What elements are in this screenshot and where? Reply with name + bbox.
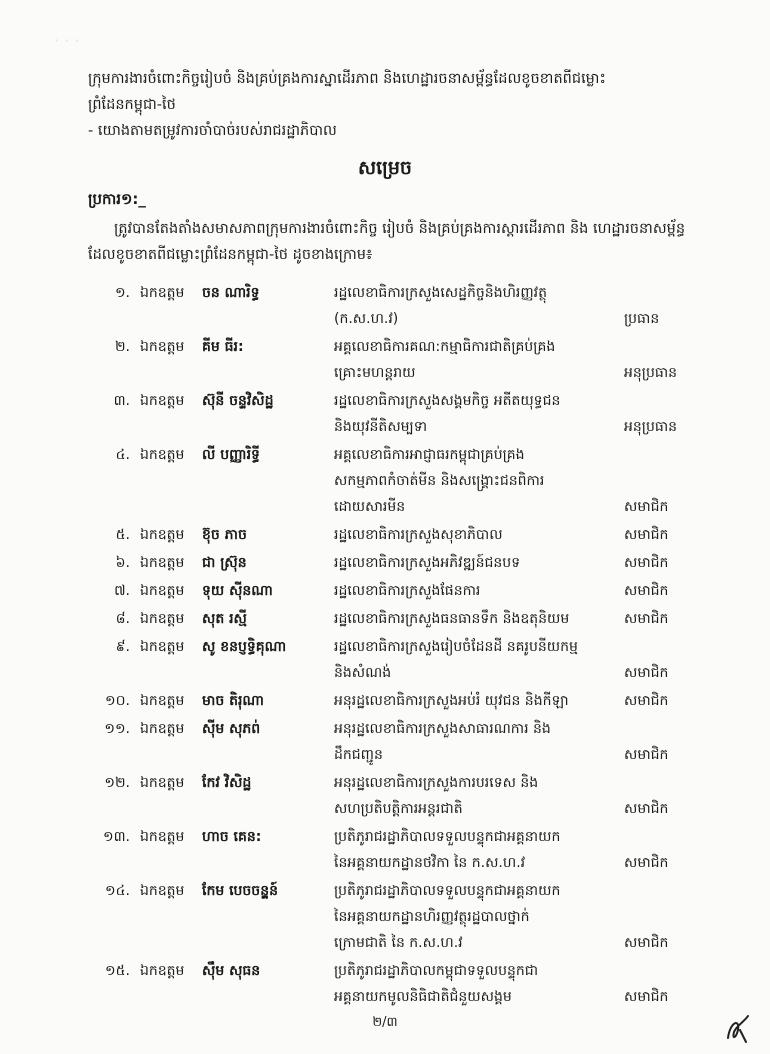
article-label: ប្រការ១:_ [88, 190, 146, 208]
member-row [0, 958, 770, 1010]
member-name: កែវ វិសិដ្ឋ [202, 775, 252, 791]
member-name: កែម បេចចន្ត្ទន៍ [202, 883, 278, 899]
member-title: ឯកឧត្តម [140, 639, 185, 655]
member-title: ឯកឧត្តម [140, 963, 185, 979]
member-name: ខ៊ុច ភាច [202, 527, 247, 543]
member-role: សមាជិក [624, 693, 669, 709]
member-title: ឯកឧត្តម [140, 527, 185, 543]
member-position [334, 824, 624, 876]
member-position-line: គ្រោះមហន្តរាយ [334, 365, 416, 381]
member-row [0, 522, 770, 548]
member-position-line: នៃអគ្គនាយកដ្ឋានថវិកា នៃ ក.ស.ហ.វ [334, 855, 526, 871]
member-role: សមាជិក [624, 747, 669, 763]
member-name: សូ ខនប្ញទ្ធិគុណា [202, 639, 287, 655]
svg-text:· · ·: · · · [54, 31, 80, 50]
intro-line-1: ក្រុមការងារចំពោះកិច្ចរៀបចំ និងគ្រប់គ្រងការស្នាដើរភាព និងហេដ្ឋារចនាសម្ព័ន្ធដែលខូចខាតពីជម្លោះ [88, 71, 606, 87]
member-row [0, 634, 770, 686]
member-name: ហាច គេន: [202, 829, 262, 845]
handwritten-initial [722, 1012, 754, 1046]
member-title: ឯកឧត្តម [140, 555, 185, 571]
member-row [0, 280, 770, 332]
member-position-line: រដ្ឋលេខាធិការក្រសួងធនធានទឹក និងឧតុនិយម [334, 611, 570, 627]
member-row [0, 606, 770, 632]
member-row [0, 578, 770, 604]
member-position [334, 634, 624, 686]
member-number: ៤. [115, 447, 130, 463]
member-position [334, 770, 624, 822]
member-position-line: អគ្គនាយកមូលនិធិជាតិជំនួយសង្គម [334, 989, 512, 1005]
member-number: ២. [114, 339, 130, 355]
member-title: ឯកឧត្តម [140, 883, 185, 899]
intro-line-2: ព្រំដែនកម្ពុជា-ថៃ [88, 97, 176, 113]
member-row [0, 878, 770, 956]
member-row [0, 770, 770, 822]
member-title: ឯកឧត្តម [140, 775, 185, 791]
member-row [0, 824, 770, 876]
member-number: ៩. [115, 639, 130, 655]
member-title: ឯកឧត្តម [140, 447, 185, 463]
member-position-line: (ក.ស.ហ.វ) [334, 311, 399, 327]
member-row [0, 688, 770, 714]
member-role: សមាជិក [624, 527, 669, 543]
member-position-line: រដ្ឋលេខាធិការក្រសួងសង្គមកិច្ច អតីតយុទ្ធជន [334, 393, 561, 409]
member-role: សមាជិក [624, 555, 669, 571]
member-title: ឯកឧត្តម [140, 721, 185, 737]
member-number: ១១. [104, 721, 130, 737]
member-position-line: រដ្ឋលេខាធិការក្រសួងសុខាភិបាល [334, 527, 503, 543]
member-name: លី បញ្ញារិទ្ធី [202, 447, 260, 463]
member-number: ១៣. [102, 829, 130, 845]
member-title: ឯកឧត្តម [140, 583, 185, 599]
member-position-line: អនុរដ្ឋលេខាធិការក្រសួងការបរទេស និង [334, 775, 539, 791]
member-name: ស៊ឹម សុធន [202, 963, 261, 979]
member-position [334, 578, 624, 604]
intro-block [88, 66, 688, 144]
decision-heading: សម្រេច [358, 157, 412, 179]
member-number: ១៤. [105, 883, 130, 899]
member-position [334, 442, 624, 520]
member-row [0, 716, 770, 768]
member-position-line: រដ្ឋលេខាធិការក្រសួងអភិវឌ្ឍន៍ជនបទ [334, 555, 521, 571]
member-title: ឯកឧត្តម [140, 393, 185, 409]
page-number: ២/៣ [372, 1015, 398, 1030]
member-row [0, 388, 770, 440]
member-role: ប្រធាន [624, 311, 660, 327]
member-row [0, 334, 770, 386]
member-position [334, 388, 624, 440]
member-position-line: នៃអគ្គនាយកដ្ឋានហិរញ្ញវត្ថុរដ្ឋបាលថ្នាក់ [334, 909, 530, 925]
member-number: ៨. [115, 611, 130, 627]
member-name: ចន ណារិទ្ធ [202, 285, 260, 301]
member-number: ៣. [113, 393, 130, 409]
member-role: សមាជិក [624, 665, 669, 681]
member-position-line: អនុរដ្ឋលេខាធិការក្រសួងសាធារណការ និង [334, 721, 551, 737]
member-title: ឯកឧត្តម [140, 829, 185, 845]
member-position-line: ក្រោមជាតិ នៃ ក.ស.ហ.វ [334, 935, 463, 951]
member-row [0, 550, 770, 576]
member-position [334, 334, 624, 386]
member-position-line: ប្រតិភូរាជរដ្ឋាភិបាលទទួលបន្ទុកជាអគ្គនាយក [334, 829, 561, 845]
member-number: ១. [114, 285, 130, 301]
member-position [334, 878, 624, 956]
member-name: មាច តិរុណា [202, 693, 264, 709]
intro-line-3: - យោងតាមតម្រូវការចាំបាច់របស់រាជរដ្ឋាភិបាល [88, 123, 337, 139]
member-position-line: រដ្ឋលេខាធិការក្រសួងរៀបចំដែនដី នគរូបនីយកម្ម [334, 639, 578, 655]
member-name: សុត រស្មី [202, 611, 247, 627]
member-position-line: និងសំណង់ [334, 665, 392, 681]
member-number: ៥. [115, 527, 130, 543]
member-position-line: អគ្គលេខាធិការអាជ្ញាធរកម្ពុជាគ្រប់គ្រង [334, 447, 525, 463]
member-position-line: សហប្រតិបត្តិការអន្តរជាតិ [334, 801, 463, 817]
member-name: ជា ស្រ៊ុន [202, 555, 247, 571]
member-role: អនុប្រធាន [624, 419, 678, 435]
member-role: សមាជិក [624, 611, 669, 627]
member-position-line: ប្រតិភូរាជរដ្ឋាភិបាលកម្ពុជាទទួលបន្ទុកជា [334, 963, 539, 979]
member-number: ៦. [115, 555, 130, 571]
header-smudge-mark [44, 30, 144, 50]
article-text: ត្រូវបានតែងតាំងសមាសភាពក្រុមការងារចំពោះកិច្ច រៀបចំ និងគ្រប់គ្រងការស្តារដើរភាព និង ហេដ្ឋារចនាសម្ព័ន្ធ ដែលខូចខាតពីជម្លោះព្រំដែនកម្ពុជា-ថៃ ដូចខាងក្រោម៖ [88, 221, 686, 263]
member-number: ៧. [114, 583, 130, 599]
member-title: ឯកឧត្តម [140, 285, 185, 301]
member-role: សមាជិក [624, 499, 669, 515]
member-position [334, 688, 624, 714]
member-position-line: សកម្មភាពកំចាត់មីន និងសង្គ្រោះជនពិការ [334, 473, 545, 489]
member-position-line: រដ្ឋលេខាធិការក្រសួងសេដ្ឋកិច្ចនិងហិរញ្ញវត្ថុ [334, 285, 548, 301]
member-position [334, 958, 624, 1010]
member-position-line: អនុរដ្ឋលេខាធិការក្រសួងអប់រំ យុវជន និងកីឡា [334, 693, 569, 709]
member-row [0, 442, 770, 520]
member-name: ស៊ុនី ចន្ទវិសិដ្ឋ [202, 393, 274, 409]
member-position-line: ដឹកជញ្ជូន [334, 747, 383, 763]
member-role: សមាជិក [624, 855, 669, 871]
member-name: ទុយ ស៊ីនណា [202, 583, 273, 599]
member-position [334, 550, 624, 576]
member-number: ១០. [105, 693, 130, 709]
member-role: សមាជិក [624, 989, 669, 1005]
member-title: ឯកឧត្តម [140, 611, 185, 627]
member-role: សមាជិក [624, 583, 669, 599]
member-name: ស៊ីម សុភព់ [202, 721, 261, 737]
member-role: អនុប្រធាន [624, 365, 678, 381]
member-number: ១៥. [105, 963, 130, 979]
member-position-line: ប្រតិភូរាជរដ្ឋាភិបាលទទួលបន្ទុកជាអគ្គនាយក [334, 883, 561, 899]
member-position [334, 522, 624, 548]
member-position-line: និងយុវនីតិសម្បទា [334, 419, 428, 435]
member-position-line: ដោយសារមីន [334, 499, 406, 515]
member-title: ឯកឧត្តម [140, 339, 185, 355]
member-position-line: អគ្គលេខាធិការគណ:កម្មាធិការជាតិគ្រប់គ្រង [334, 339, 556, 355]
member-title: ឯកឧត្តម [140, 693, 185, 709]
member-name: គីម ធីរ: [202, 339, 244, 355]
member-role: សមាជិក [624, 801, 669, 817]
member-number: ១២. [104, 775, 130, 791]
member-position-line: រដ្ឋលេខាធិការក្រសួងផែនការ [334, 583, 481, 599]
member-role: សមាជិក [624, 935, 669, 951]
member-position [334, 280, 624, 332]
member-position [334, 606, 624, 632]
member-position [334, 716, 624, 768]
